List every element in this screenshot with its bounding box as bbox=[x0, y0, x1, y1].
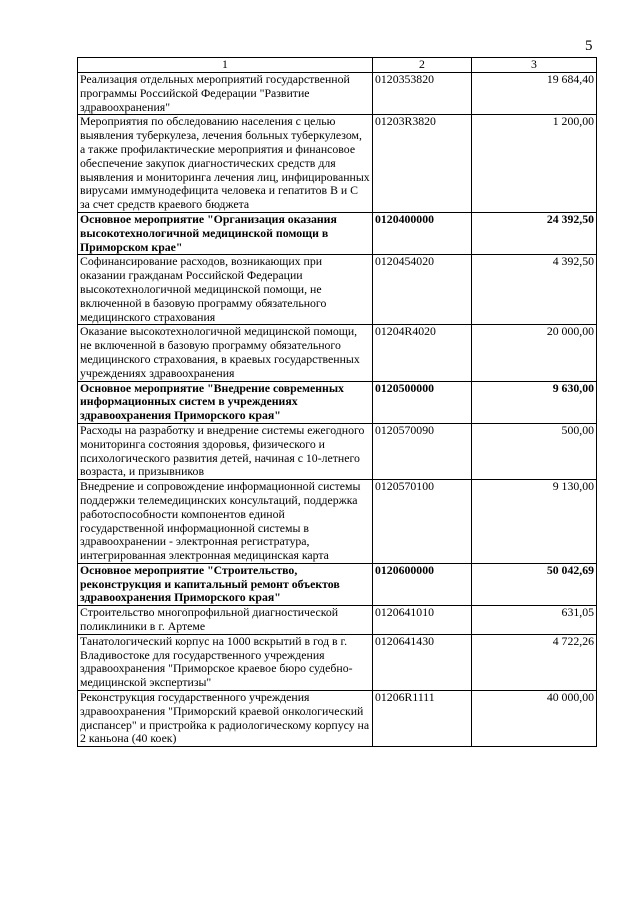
table-row bbox=[78, 115, 597, 213]
table-row bbox=[78, 606, 597, 635]
row-code: 0120570090 bbox=[373, 423, 472, 479]
row-amount: 9 130,00 bbox=[472, 480, 597, 564]
table-row-section bbox=[78, 212, 597, 254]
budget-table bbox=[77, 57, 597, 747]
table-row-section bbox=[78, 563, 597, 605]
row-code: 0120641430 bbox=[373, 634, 472, 690]
table-row bbox=[78, 634, 597, 690]
row-code: 01204R4020 bbox=[373, 325, 472, 381]
row-name: Мероприятия по обследованию населения с целью выявления туберкулеза, лечения больных туберкулезом, а также профилактические мероприятия и финансовое обеспечение закупок диагностических средств для выявления и мониторинга лечения лиц, инфицированных вирусами иммунодефицита человека и гепатитов В и С за счет средств краевого бюджета bbox=[78, 115, 373, 213]
row-name: Софинансирование расходов, возникающих при оказании гражданам Российской Федерации высокотехнологичной медицинской помощи, не включенной в базовую программу обязательного медицинского страхования bbox=[78, 255, 373, 325]
row-code: 0120641010 bbox=[373, 606, 472, 635]
page-number: 5 bbox=[585, 38, 593, 54]
row-name: Танатологический корпус на 1000 вскрытий в год в г. Владивостоке для государственного учреждения здравоохранения "Приморское краевое бюро судебно-медицинской экспертизы" bbox=[78, 634, 373, 690]
row-amount: 500,00 bbox=[472, 423, 597, 479]
table-row bbox=[78, 423, 597, 479]
row-name: Основное мероприятие "Внедрение современных информационных систем в учреждениях здравоохранения Приморского края" bbox=[78, 381, 373, 423]
row-amount: 1 200,00 bbox=[472, 115, 597, 213]
row-amount: 4 722,26 bbox=[472, 634, 597, 690]
row-amount: 19 684,40 bbox=[472, 73, 597, 115]
table-row bbox=[78, 325, 597, 381]
row-amount: 631,05 bbox=[472, 606, 597, 635]
header-col-3: 3 bbox=[472, 58, 597, 73]
row-name: Оказание высокотехнологичной медицинской помощи, не включенной в базовую программу обязательного медицинского страхования, в краевых государственных учреждениях здравоохранения bbox=[78, 325, 373, 381]
table-row-section bbox=[78, 381, 597, 423]
row-amount: 4 392,50 bbox=[472, 255, 597, 325]
row-name: Основное мероприятие "Организация оказания высокотехнологичной медицинской помощи в Приморском крае" bbox=[78, 212, 373, 254]
row-code: 0120600000 bbox=[373, 563, 472, 605]
row-name: Внедрение и сопровождение информационной системы поддержки телемедицинских консультаций, поддержка работоспособности компонентов единой государственной информационной системы в здравоохранении - электронная регистратура, интегрированная электронная медицинская карта bbox=[78, 480, 373, 564]
row-amount: 40 000,00 bbox=[472, 691, 597, 747]
row-code: 01206R1111 bbox=[373, 691, 472, 747]
row-name: Расходы на разработку и внедрение системы ежегодного мониторинга состояния здоровья, физического и психологического развития детей, начиная с 10-летнего возраста, и призывников bbox=[78, 423, 373, 479]
table-row bbox=[78, 73, 597, 115]
row-code: 0120500000 bbox=[373, 381, 472, 423]
table-row bbox=[78, 691, 597, 747]
header-col-2: 2 bbox=[373, 58, 472, 73]
row-amount: 9 630,00 bbox=[472, 381, 597, 423]
row-code: 0120454020 bbox=[373, 255, 472, 325]
table-row bbox=[78, 480, 597, 564]
row-amount: 24 392,50 bbox=[472, 212, 597, 254]
row-name: Реализация отдельных мероприятий государственной программы Российской Федерации "Развитие здравоохранения" bbox=[78, 73, 373, 115]
row-code: 01203R3820 bbox=[373, 115, 472, 213]
header-col-1: 1 bbox=[78, 58, 373, 73]
table-row bbox=[78, 255, 597, 325]
row-name: Основное мероприятие "Строительство, реконструкция и капитальный ремонт объектов здравоохранения Приморского края" bbox=[78, 563, 373, 605]
row-name: Реконструкция государственного учреждения здравоохранения "Приморский краевой онкологический диспансер" и пристройка к радиологическому корпусу на 2 каньона (40 коек) bbox=[78, 691, 373, 747]
row-code: 0120353820 bbox=[373, 73, 472, 115]
table-header-row bbox=[78, 58, 597, 73]
row-code: 0120570100 bbox=[373, 480, 472, 564]
row-amount: 50 042,69 bbox=[472, 563, 597, 605]
row-amount: 20 000,00 bbox=[472, 325, 597, 381]
row-name: Строительство многопрофильной диагностической поликлиники в г. Артеме bbox=[78, 606, 373, 635]
row-code: 0120400000 bbox=[373, 212, 472, 254]
